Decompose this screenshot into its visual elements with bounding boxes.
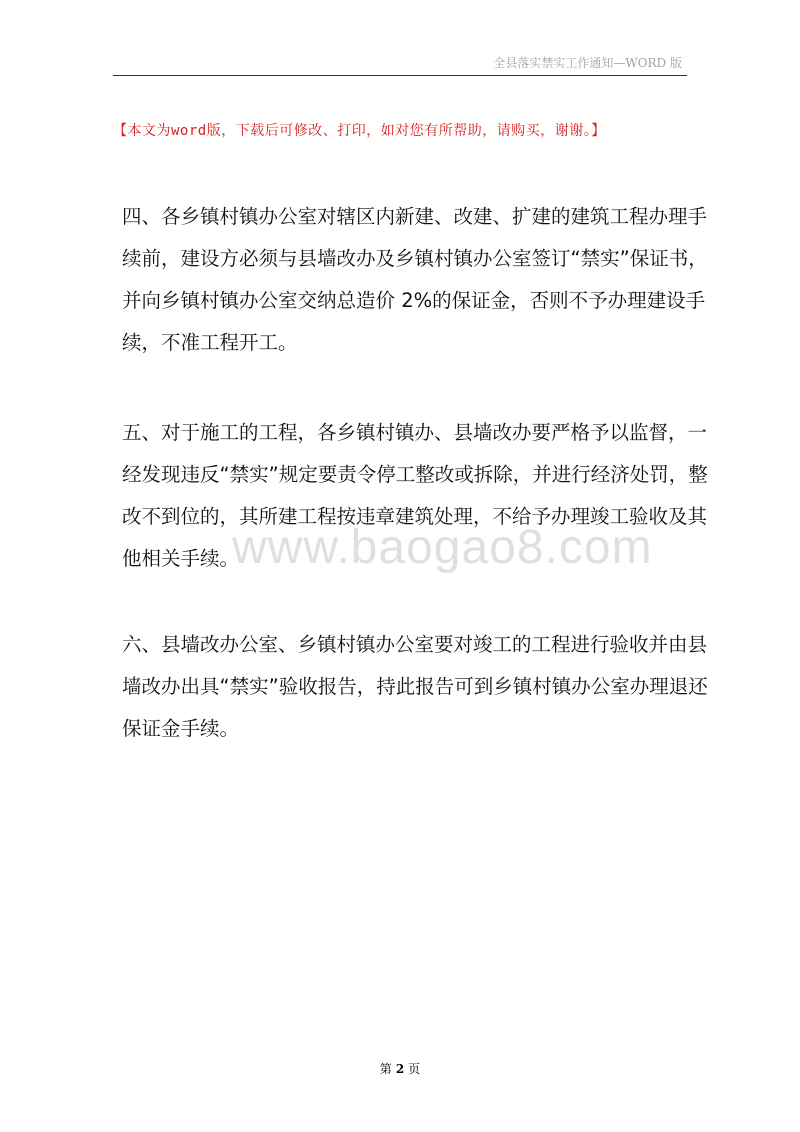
paragraph-line: 续，不准工程开工。 [122,331,298,354]
paragraph-line: 并向乡镇村镇办公室交纳总造价 2%的保证金，否则不予办理建设手 [122,289,706,312]
paragraph-line: 四、各乡镇村镇办公室对辖区内新建、改建、扩建的建筑工程办理手 [122,205,708,228]
paragraph-line: 经发现违反“禁实”规定要责令停工整改或拆除，并进行经济处罚，整 [122,463,708,486]
page-number-prefix: 第 [379,1062,392,1076]
paragraph-line: 他相关手续。 [122,547,240,570]
page-number: 2 [395,1062,405,1076]
site-watermark: www.baogao8.com [232,521,653,574]
paragraph-6 [122,624,708,750]
page-header-title: 全县落实禁实工作通知—WORD 版 [493,56,682,70]
paragraph-line: 改不到位的，其所建工程按违章建筑处理，不给予办理竣工验收及其 [122,505,708,528]
paragraph-line: 续前，建设方必须与县墙改办及乡镇村镇办公室签订“禁实”保证书， [122,247,708,270]
paragraph-line: 六、县墙改办公室、乡镇村镇办公室要对竣工的工程进行验收并由县 [122,633,708,656]
page-footer [0,1060,800,1077]
header-divider [113,75,687,76]
paragraph-4 [122,196,708,364]
paragraph-line: 五、对于施工的工程，各乡镇村镇办、县墙改办要严格予以监督，一 [122,421,708,444]
page-number-suffix: 页 [408,1062,421,1076]
paragraph-line: 墙改办出具“禁实”验收报告，持此报告可到乡镇村镇办公室办理退还 [122,675,708,698]
paragraph-line: 保证金手续。 [122,717,240,740]
purchase-notice: 【本文为word版，下载后可修改、打印，如对您有所帮助，请购买，谢谢。】 [113,123,606,139]
paragraph-5 [122,412,708,580]
